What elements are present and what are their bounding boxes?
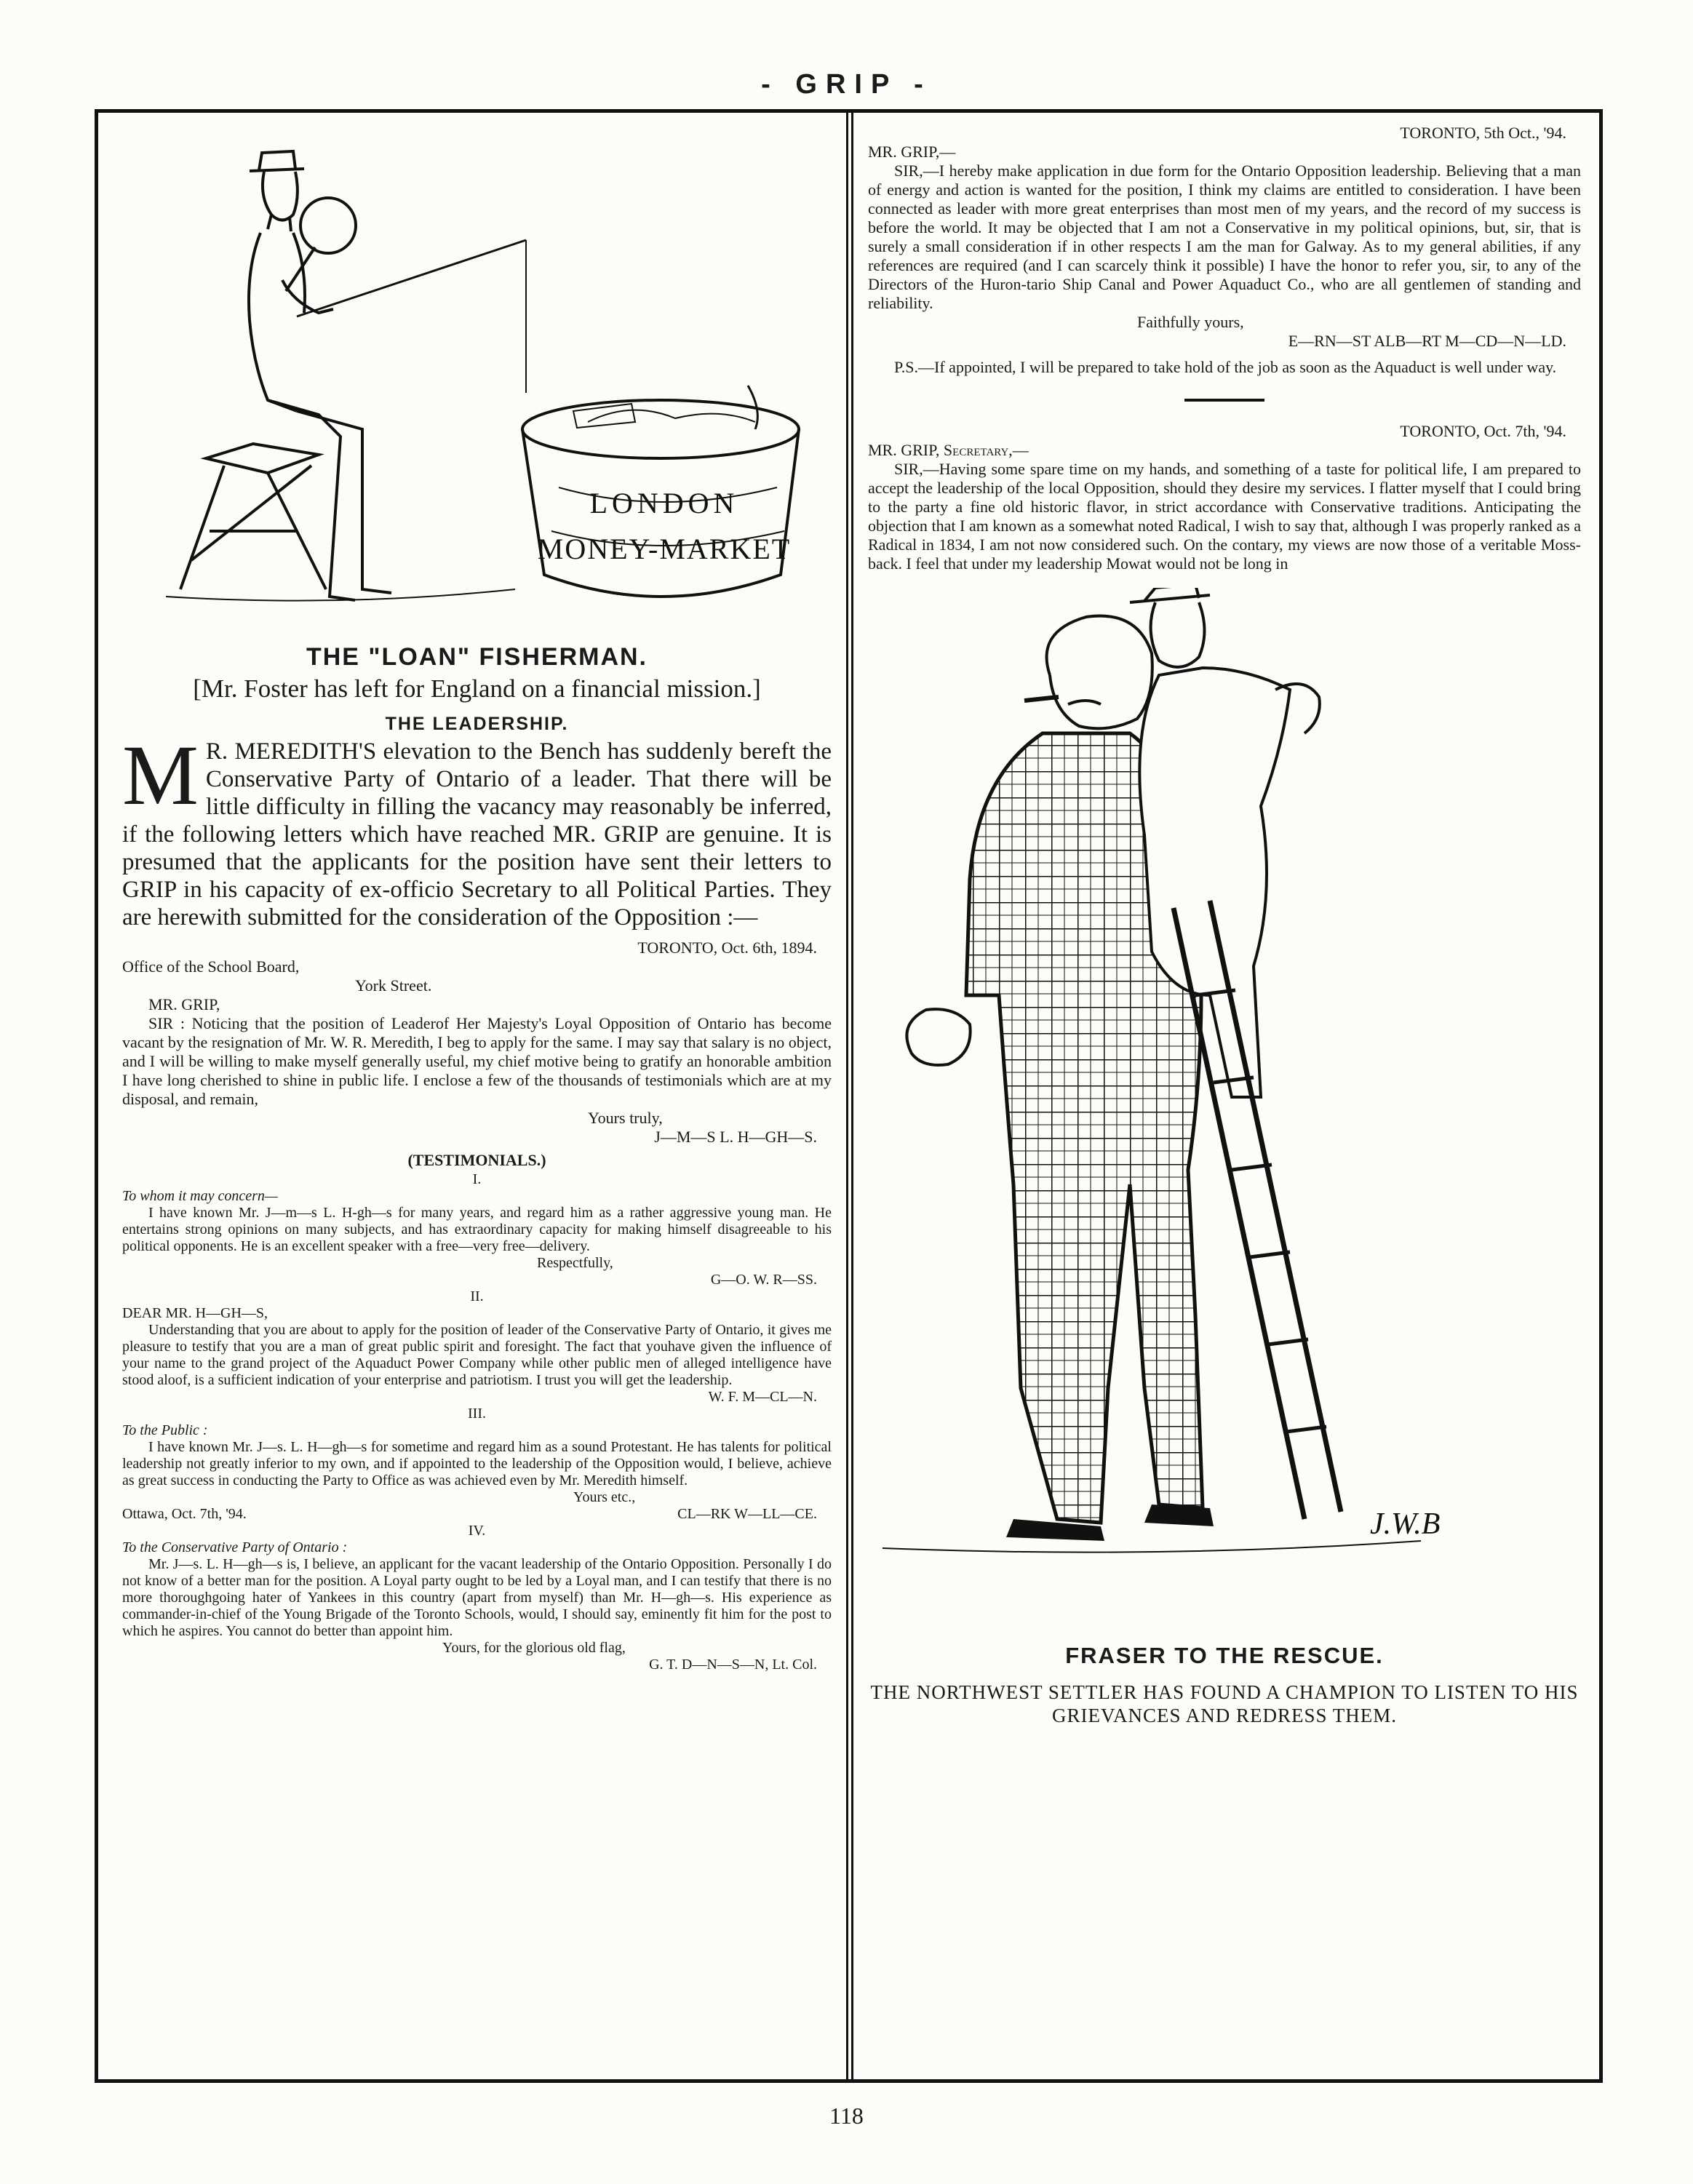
letter-radical [868, 422, 1581, 573]
testimonial-addressee: To whom it may concern— [122, 1188, 278, 1204]
letter-salutation: MR. GRIP, [148, 995, 220, 1013]
right-column [868, 124, 1581, 1727]
barrel-text-london: LONDON [589, 487, 739, 519]
cartoon-subtitle: THE NORTHWEST SETTLER HAS FOUND A CHAMPION TO LISTEN TO HIS GRIEVANCES AND REDRESS THEM. [870, 1681, 1579, 1726]
testimonial-addressee: DEAR MR. H—GH—S, [122, 1305, 268, 1321]
letter-address-line1: Office of the School Board, [122, 957, 300, 976]
testimonial-signature: W. F. M—CL—N. [708, 1389, 817, 1405]
testimonial-place-signature [122, 1506, 817, 1523]
testimonial-body: Understanding that you are about to apply for the position of leader of the Conservative Party of Ontario, it gives me pleasure to testify that you are a man of great public spirit and foresight. The fact that youhave given the influence of your name to the grand project of the Aquaduct Power Company while other public men of alleged intelligence have stood aloof, is a sufficient indication of your enterprise and patriotism. I trust you will get the leadership. [122, 1322, 832, 1388]
masthead: - GRIP - [761, 69, 932, 100]
testimonial-signature: G—O. W. R—SS. [710, 1272, 817, 1288]
letter-signature: E—RN—ST ALB—RT M—CD—N—LD. [1288, 332, 1566, 350]
letter-salutation: MR. GRIP, Secretary,— [868, 441, 1029, 459]
letter-closing: Yours truly, [588, 1109, 663, 1127]
artist-signature: J.W.B [1370, 1507, 1441, 1541]
testimonial-body: I have known Mr. J—m—s L. H-gh—s for many years, and regard him as a rather aggressive young man. He entertains strong opinions on many subjects, and has extraordinary capacity for making himself disagreeable to his political opponents. He is an excellent speaker with a free—very free—delivery. [122, 1205, 832, 1254]
letter-body: SIR,—Having some spare time on my hands, and something of a taste for political life, I am prepared to accept the leadership of the local Opposition, should they desire my services. I flatter myself that I could bring to the party a fine old historic flavor, in strict accordance with Conservative traditions. Anticipating the objection that I am known as a somewhat noted Radical, I wish to say that, although I was properly ranked as a Radical in 1834, I am not now considered such. On the contary, my views are now those of a veritable Moss-back. I feel that under my leadership Mowat would not be long in [868, 460, 1581, 573]
intro-text: elevation to the Bench has suddenly bereft the Conservative Party of Ontario of a leader. That there will be little difficulty in filling the vacancy may reasonably be inferred, if the following letters which have reached MR. GRIP are genuine. It is presumed that the applicants for the position have sent their letters to GRIP in his capacity of ex-officio Secretary to all Political Parties. They are herewith submitted for the consideration of the Opposition :— [122, 738, 832, 930]
testimonial-3 [122, 1406, 832, 1523]
section-rule [1184, 399, 1264, 402]
letter-macdonald [868, 124, 1581, 377]
testimonial-signature: CL—RK W—LL—CE. [677, 1506, 817, 1522]
drop-cap: M [122, 728, 199, 823]
column-divider [846, 109, 848, 2083]
fisherman-illustration [122, 124, 832, 633]
cartoon-title: THE "LOAN" FISHERMAN. [306, 643, 648, 671]
left-column [122, 124, 832, 1673]
letter-body: SIR,—I hereby make application in due form for the Ontario Opposition leadership. Believing that a man of energy and action is wanted for the position, I think my claims are entitled to consideration. I have been connected as leader with more great enterprises than most men of my years, and the record of my success is before the world. It may be objected that I am not a Conservative in my political opinions, but, sir, that is surely a small consideration if in other respects I am the man for Galway. As to my general abilities, if any references are required (and I can scarcely think it possible) I have the honor to refer you, sir, to any of the Directors of the Huron-tario Ship Canal and Power Aquaduct Co., who are all gentlemen of standing and reliability. [868, 162, 1581, 312]
letter-hughes [122, 938, 832, 1147]
testimonial-place: Ottawa, Oct. 7th, '94. [122, 1506, 247, 1522]
testimonial-signature: G. T. D—N—S—N, Lt. Col. [649, 1657, 817, 1673]
testimonial-body: I have known Mr. J—s. L. H—gh—s for sometime and regard him as a sound Protestant. He has talents for political leadership not greatly inferior to my own, and if appointed to the leadership of the Opposition would, I believe, achieve as great success in conducting the Party to Office as was achieved even by Mr. Meredith himself. [122, 1439, 832, 1488]
testimonial-2 [122, 1288, 832, 1406]
testimonial-body: Mr. J—s. L. H—gh—s is, I believe, an applicant for the vacant leadership of the Ontario Opposition. Personally I do not know of a better man for the position. A Loyal party ought to be led by a Loyal man, and I can testify that there is no more thoroughgoing hater of Yankees in this country (apart from myself) than Mr. H—gh—s. His experience as commander-in-chief of the Young Brigade of the Toronto Schools, would, I should say, eminently fit him for the post to which he aspires. You cannot do better than appoint him. [122, 1556, 832, 1639]
intro-opening: R. MEREDITH'S [205, 738, 377, 765]
testimonial-closing: Yours, for the glorious old flag, [442, 1640, 626, 1656]
testimonial-closing: Respectfully, [537, 1255, 613, 1271]
cartoon-title: FRASER TO THE RESCUE. [1065, 1643, 1384, 1668]
letter-postscript: P.S.—If appointed, I will be prepared to take hold of the job as soon as the Aquaduct is well under way. [894, 358, 1557, 376]
page-number: 118 [829, 2103, 864, 2129]
letter-dateline: TORONTO, Oct. 7th, '94. [1400, 422, 1566, 440]
section-title: THE LEADERSHIP. [385, 714, 569, 734]
cartoon-subtitle: [Mr. Foster has left for England on a financial mission.] [193, 674, 761, 703]
letter-signature: J—M—S L. H—GH—S. [654, 1128, 817, 1146]
letter-dateline: TORONTO, 5th Oct., '94. [1400, 124, 1566, 142]
letter-body: SIR : Noticing that the position of Leaderof Her Majesty's Loyal Opposition of Ontario has become vacant by the resignation of Mr. W. R. Meredith, I beg to apply for the same. I may say that salary is no object, and I will be willing to make myself generally useful, my chief motive being to gratify an honorable ambition I have long cherished to shine in public life. I enclose a few of the thousands of testimonials which are at my disposal, and remain, [122, 1014, 832, 1108]
fraser-rescue-cartoon [868, 588, 1581, 1643]
intro-paragraph [122, 728, 832, 931]
fraser-illustration [868, 588, 1581, 1643]
testimonial-1 [122, 1171, 832, 1288]
barrel-text-money-market: MONEY-MARKET [537, 533, 792, 565]
testimonials-heading: (TESTIMONIALS.) [407, 1151, 546, 1169]
letter-salutation: MR. GRIP,— [868, 143, 956, 161]
testimonial-numeral: I. [472, 1171, 482, 1187]
testimonial-numeral: IV. [468, 1523, 486, 1539]
testimonial-numeral: III. [468, 1406, 486, 1422]
testimonial-closing: Yours etc., [573, 1489, 636, 1505]
testimonial-addressee: To the Public : [122, 1422, 208, 1438]
letter-dateline: TORONTO, Oct. 6th, 1894. [637, 938, 817, 957]
testimonial-numeral: II. [470, 1288, 484, 1304]
testimonial-4 [122, 1523, 832, 1673]
letter-closing: Faithfully yours, [1137, 313, 1244, 331]
loan-fisherman-cartoon [122, 124, 832, 633]
testimonial-addressee: To the Conservative Party of Ontario : [122, 1539, 348, 1555]
letter-address-line2: York Street. [355, 976, 432, 995]
